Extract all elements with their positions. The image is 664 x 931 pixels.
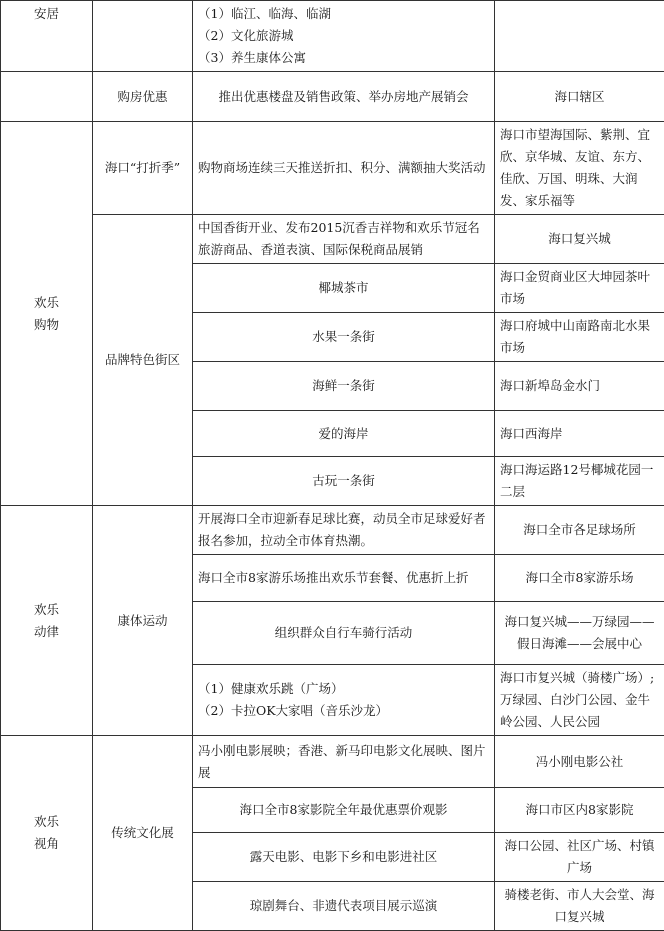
subcategory-cell: 康体运动: [93, 506, 193, 736]
activity-cell: 中国香街开业、发布2015沉香吉祥物和欢乐节冠名旅游商品、香道表演、国际保税商品展销: [193, 215, 495, 264]
activity-cell: 水果一条街: [193, 313, 495, 362]
activity-cell: [193, 1, 495, 72]
list-item: （3）养生康体公寓: [198, 47, 489, 69]
table-row: [1, 1, 664, 72]
activity-cell: 琼剧舞台、非遗代表项目展示巡演: [193, 882, 495, 931]
activity-cell: [193, 665, 495, 736]
location-cell: 海口市望海国际、紫荆、宜欣、京华城、友谊、东方、佳欣、万国、明珠、大润发、家乐福等: [495, 122, 664, 215]
location-cell: 海口西海岸: [495, 411, 664, 457]
empty-cell: [93, 1, 193, 72]
activity-cell: 购物商场连续三天推送折扣、积分、满额抽大奖活动: [193, 122, 495, 215]
category-text: 欢乐: [6, 811, 87, 833]
table-row: [1, 122, 664, 215]
category-text: 购物: [6, 314, 87, 336]
category-cell-donglv: [1, 506, 93, 736]
table-row: [1, 506, 664, 555]
activity-cell: 爱的海岸: [193, 411, 495, 457]
location-cell: 骑楼老街、市人大会堂、海口复兴城: [495, 882, 664, 931]
category-text: 视角: [6, 833, 87, 855]
subcategory-cell: 传统文化展: [93, 736, 193, 931]
location-cell: 冯小刚电影公社: [495, 736, 664, 788]
activity-cell: 冯小刚电影展映；香港、新马印电影文化展映、图片展: [193, 736, 495, 788]
activity-cell: 海鲜一条街: [193, 362, 495, 411]
category-text: 欢乐: [6, 599, 87, 621]
list-item: （2）卡拉OK大家唱（音乐沙龙）: [198, 700, 489, 722]
location-cell: 海口全市各足球场所: [495, 506, 664, 555]
location-cell: 海口辖区: [495, 72, 664, 122]
location-cell: 海口金贸商业区大坤园茶叶市场: [495, 264, 664, 313]
location-cell: 海口新埠岛金水门: [495, 362, 664, 411]
subcategory-cell: 海口“打折季”: [93, 122, 193, 215]
location-cell: 海口复兴城: [495, 215, 664, 264]
category-cell-gouwu: [1, 122, 93, 506]
location-cell: 海口公园、社区广场、村镇广场: [495, 833, 664, 882]
table-row: [1, 215, 664, 264]
subcategory-cell: 品牌特色街区: [93, 215, 193, 506]
location-cell: 海口府城中山南路南北水果市场: [495, 313, 664, 362]
table-row: [1, 72, 664, 122]
table-row: [1, 736, 664, 788]
category-text: 欢乐: [6, 292, 87, 314]
activity-cell: 露天电影、电影下乡和电影进社区: [193, 833, 495, 882]
category-cell-anju: 安居: [1, 1, 93, 72]
activity-cell: 组织群众自行车骑行活动: [193, 602, 495, 665]
location-cell: 海口海运路12号椰城花园一二层: [495, 457, 664, 506]
activity-cell: 古玩一条街: [193, 457, 495, 506]
activity-cell: 开展海口全市迎新春足球比赛，动员全市足球爱好者报名参加，拉动全市体育热潮。: [193, 506, 495, 555]
location-cell: 海口市区内8家影院: [495, 788, 664, 833]
list-item: （1）临江、临海、临湖: [198, 3, 489, 25]
category-cell-shijiao: [1, 736, 93, 931]
activity-cell: 推出优惠楼盘及销售政策、举办房地产展销会: [193, 72, 495, 122]
list-item: （2）文化旅游城: [198, 25, 489, 47]
empty-cell: [1, 72, 93, 122]
list-item: （1）健康欢乐跳（广场）: [198, 678, 489, 700]
location-cell: 海口全市8家游乐场: [495, 555, 664, 602]
activity-cell: 海口全市8家游乐场推出欢乐节套餐、优惠折上折: [193, 555, 495, 602]
location-cell: 海口复兴城——万绿园——假日海滩——会展中心: [495, 602, 664, 665]
activity-cell: 椰城茶市: [193, 264, 495, 313]
subcategory-cell: 购房优惠: [93, 72, 193, 122]
activity-cell: 海口全市8家影院全年最优惠票价观影: [193, 788, 495, 833]
empty-cell: [495, 1, 664, 72]
location-cell: 海口市复兴城（骑楼广场）;万绿园、白沙门公园、金牛岭公园、人民公园: [495, 665, 664, 736]
category-text: 动律: [6, 621, 87, 643]
